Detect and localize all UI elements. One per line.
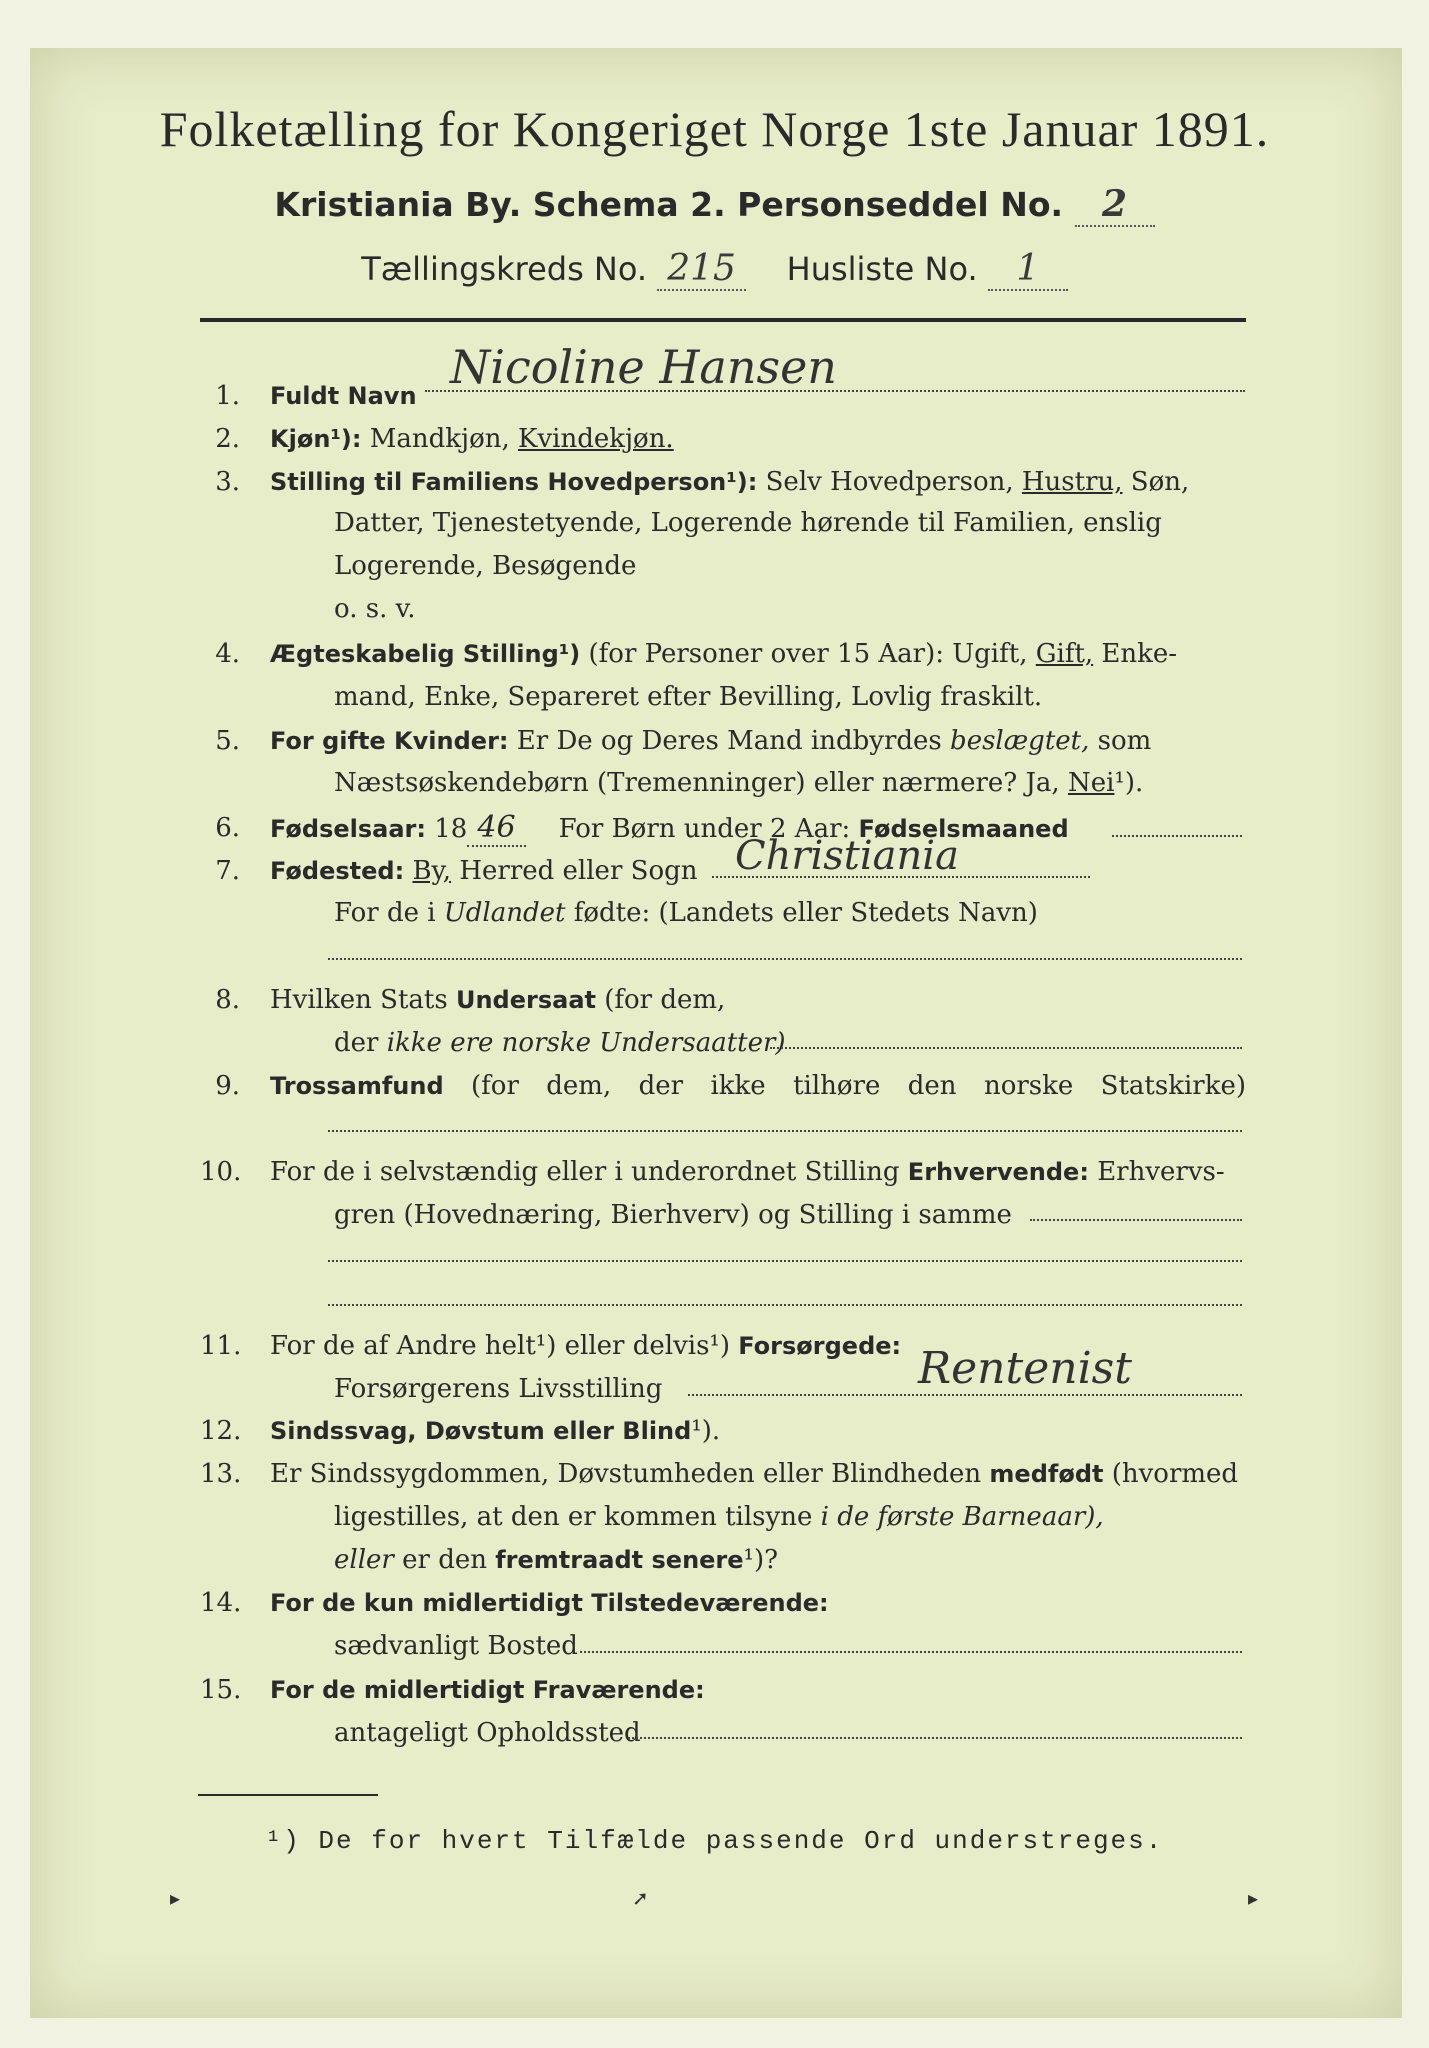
residence-field-line [580, 1651, 1242, 1653]
item-text: som [1097, 726, 1152, 756]
header-rule [200, 318, 1246, 322]
item-label: fremtraadt senere [495, 1546, 744, 1574]
item-text: ikke ere norske Undersaatter) [386, 1028, 786, 1058]
item-number: 3. [215, 467, 240, 497]
citizenship-field-line [770, 1047, 1242, 1049]
item-text: sædvanligt Bosted [334, 1631, 578, 1661]
item-number: 9. [215, 1071, 240, 1101]
item-text: eller [334, 1545, 394, 1575]
item-number: 10. [200, 1157, 242, 1187]
whereabouts-field-line [628, 1737, 1242, 1739]
occupation-field-line-2 [328, 1260, 1242, 1262]
birth-year-answer: 46 [467, 810, 525, 847]
item-text: Mandkjøn, [369, 424, 510, 454]
arrow-mark-icon: ▸ [1248, 1886, 1259, 1910]
selected-option: Hustru, [1021, 467, 1123, 497]
footnote: ¹) De for hvert Tilfælde passende Ord understreges. [265, 1826, 1164, 1856]
item-label: Undersaat [455, 986, 596, 1014]
provider-field-line [688, 1394, 1242, 1396]
item-text: Erhvervs- [1097, 1157, 1225, 1187]
item-label: Trossamfund [270, 1072, 444, 1100]
item-text: Er De og Deres Mand indbyrdes [516, 726, 942, 756]
item-label: medfødt [989, 1460, 1104, 1488]
item-number: 15. [200, 1675, 242, 1705]
item-text: ¹). [1114, 768, 1144, 798]
selected-option: Kvindekjøn. [518, 424, 674, 454]
item-number: 5. [215, 726, 240, 756]
item-label: Ægteskabelig Stilling¹) [270, 640, 581, 668]
item-text: Forsørgerens Livsstilling [334, 1374, 663, 1404]
footnote-rule [198, 1794, 378, 1796]
item-number: 1. [215, 381, 240, 411]
item-label: Stilling til Familiens Hovedperson¹): [270, 468, 758, 496]
item-text: der [334, 1028, 379, 1058]
item-label: For gifte Kvinder: [270, 727, 509, 755]
item-text: Enke- [1101, 639, 1178, 669]
selected-option: Nei [1067, 768, 1115, 798]
husliste-label: Husliste No. [786, 250, 978, 288]
item-number: 14. [200, 1588, 242, 1618]
item-label: Sindssvag, Døvstum eller Blind [270, 1417, 692, 1445]
item-text: gren (Hovednæring, Bierhverv) og Stilling i samme [334, 1200, 1012, 1230]
item-number: 13. [200, 1459, 242, 1489]
item-text: antageligt Opholdssted [334, 1718, 641, 1748]
occupation-field-line [1030, 1219, 1242, 1221]
item-text: o. s. v. [334, 594, 416, 624]
item-text: fødte: (Landets eller Stedets Navn) [573, 898, 1038, 928]
item-text: Herred eller Sogn [459, 856, 698, 886]
personseddel-number: 2 [1075, 183, 1155, 227]
item-label: Fødselsaar: [270, 815, 426, 843]
item-text: Er Sindssygdommen, Døvstumheden eller Blindheden [270, 1459, 982, 1489]
item-text: Hvilken Stats [270, 985, 448, 1015]
item-number: 4. [215, 639, 240, 669]
item-label: Forsørgede: [738, 1332, 902, 1360]
item-text: i de første Barneaar), [820, 1502, 1104, 1532]
item-text: ligestilles, at den er kommen tilsyne [334, 1502, 813, 1532]
birth-month-field-line [1112, 835, 1242, 837]
item-label: Erhvervende: [907, 1158, 1089, 1186]
item-text: Søn, [1130, 467, 1190, 497]
item-text: For de af Andre helt¹) eller delvis¹) [270, 1331, 730, 1361]
item-text: For de i [334, 898, 436, 928]
item-text: (for dem, der ikke tilhøre den norske Statskirke) [471, 1071, 1246, 1101]
item-text: For Børn under 2 Aar: [558, 814, 851, 844]
selected-option: By, [412, 856, 452, 886]
item-text: mand, Enke, Separeret efter Bevilling, Lovlig fraskilt. [334, 682, 1043, 712]
item-text: Logerende, Besøgende [334, 551, 637, 581]
item-number: 8. [215, 985, 240, 1015]
personseddel-label: Kristiania By. Schema 2. Personseddel No. [274, 185, 1064, 224]
form-title: Folketælling for Kongeriget Norge 1ste Januar 1891. [159, 101, 1270, 157]
birth-year-prefix: 18 [434, 814, 468, 844]
religion-field-line [328, 1130, 1242, 1132]
item-label: For de kun midlertidigt Tilstedeværende: [270, 1589, 829, 1617]
item-text: Udlandet [443, 898, 566, 928]
item-text: Datter, Tjenestetyende, Logerende hørende til Familien, enslig [334, 508, 1162, 538]
item-number: 11. [200, 1331, 242, 1361]
item-text: ¹). [691, 1416, 721, 1446]
item-number: 6. [215, 813, 240, 843]
item-text: For de i selvstændig eller i underordnet Stilling [270, 1157, 900, 1187]
item-number: 2. [215, 424, 240, 454]
birthplace-answer: Christiania [735, 833, 959, 879]
provider-answer: Rentenist [918, 1343, 1132, 1394]
item-text: (for dem, [604, 985, 726, 1015]
selected-option: Gift, [1035, 639, 1094, 669]
husliste-number: 1 [988, 248, 1068, 291]
kreds-label: Tællingskreds No. [361, 250, 648, 288]
item-label: Fødselsmaaned [858, 815, 1069, 843]
item-label: Fødested: [270, 857, 405, 885]
form-subtitle [0, 183, 1429, 227]
item-number: 12. [200, 1416, 242, 1446]
item-text: (for Personer over 15 Aar): Ugift, [588, 639, 1028, 669]
kreds-number: 215 [657, 248, 746, 291]
item-text: beslægtet, [950, 726, 1090, 756]
item-text: Selv Hovedperson, [765, 467, 1014, 497]
form-subtitle-2 [0, 248, 1429, 291]
item-text: (hvormed [1111, 1459, 1239, 1489]
arrow-mark-icon: ▸ [170, 1886, 181, 1910]
item-text: ¹)? [743, 1545, 779, 1575]
name-answer: Nicoline Hansen [450, 340, 837, 394]
occupation-field-line-3 [328, 1304, 1242, 1306]
item-label: Kjøn¹): [270, 425, 362, 453]
item-label: Fuldt Navn [270, 382, 417, 410]
item-text: Næstsøskendebørn (Tremenninger) eller nærmere? Ja, [334, 768, 1060, 798]
foreign-birthplace-field-line [328, 958, 1242, 960]
arrow-mark-icon: ➚ [632, 1886, 649, 1910]
item-number: 7. [215, 856, 240, 886]
item-text: er den [402, 1545, 487, 1575]
item-label: For de midlertidigt Fraværende: [270, 1676, 705, 1704]
